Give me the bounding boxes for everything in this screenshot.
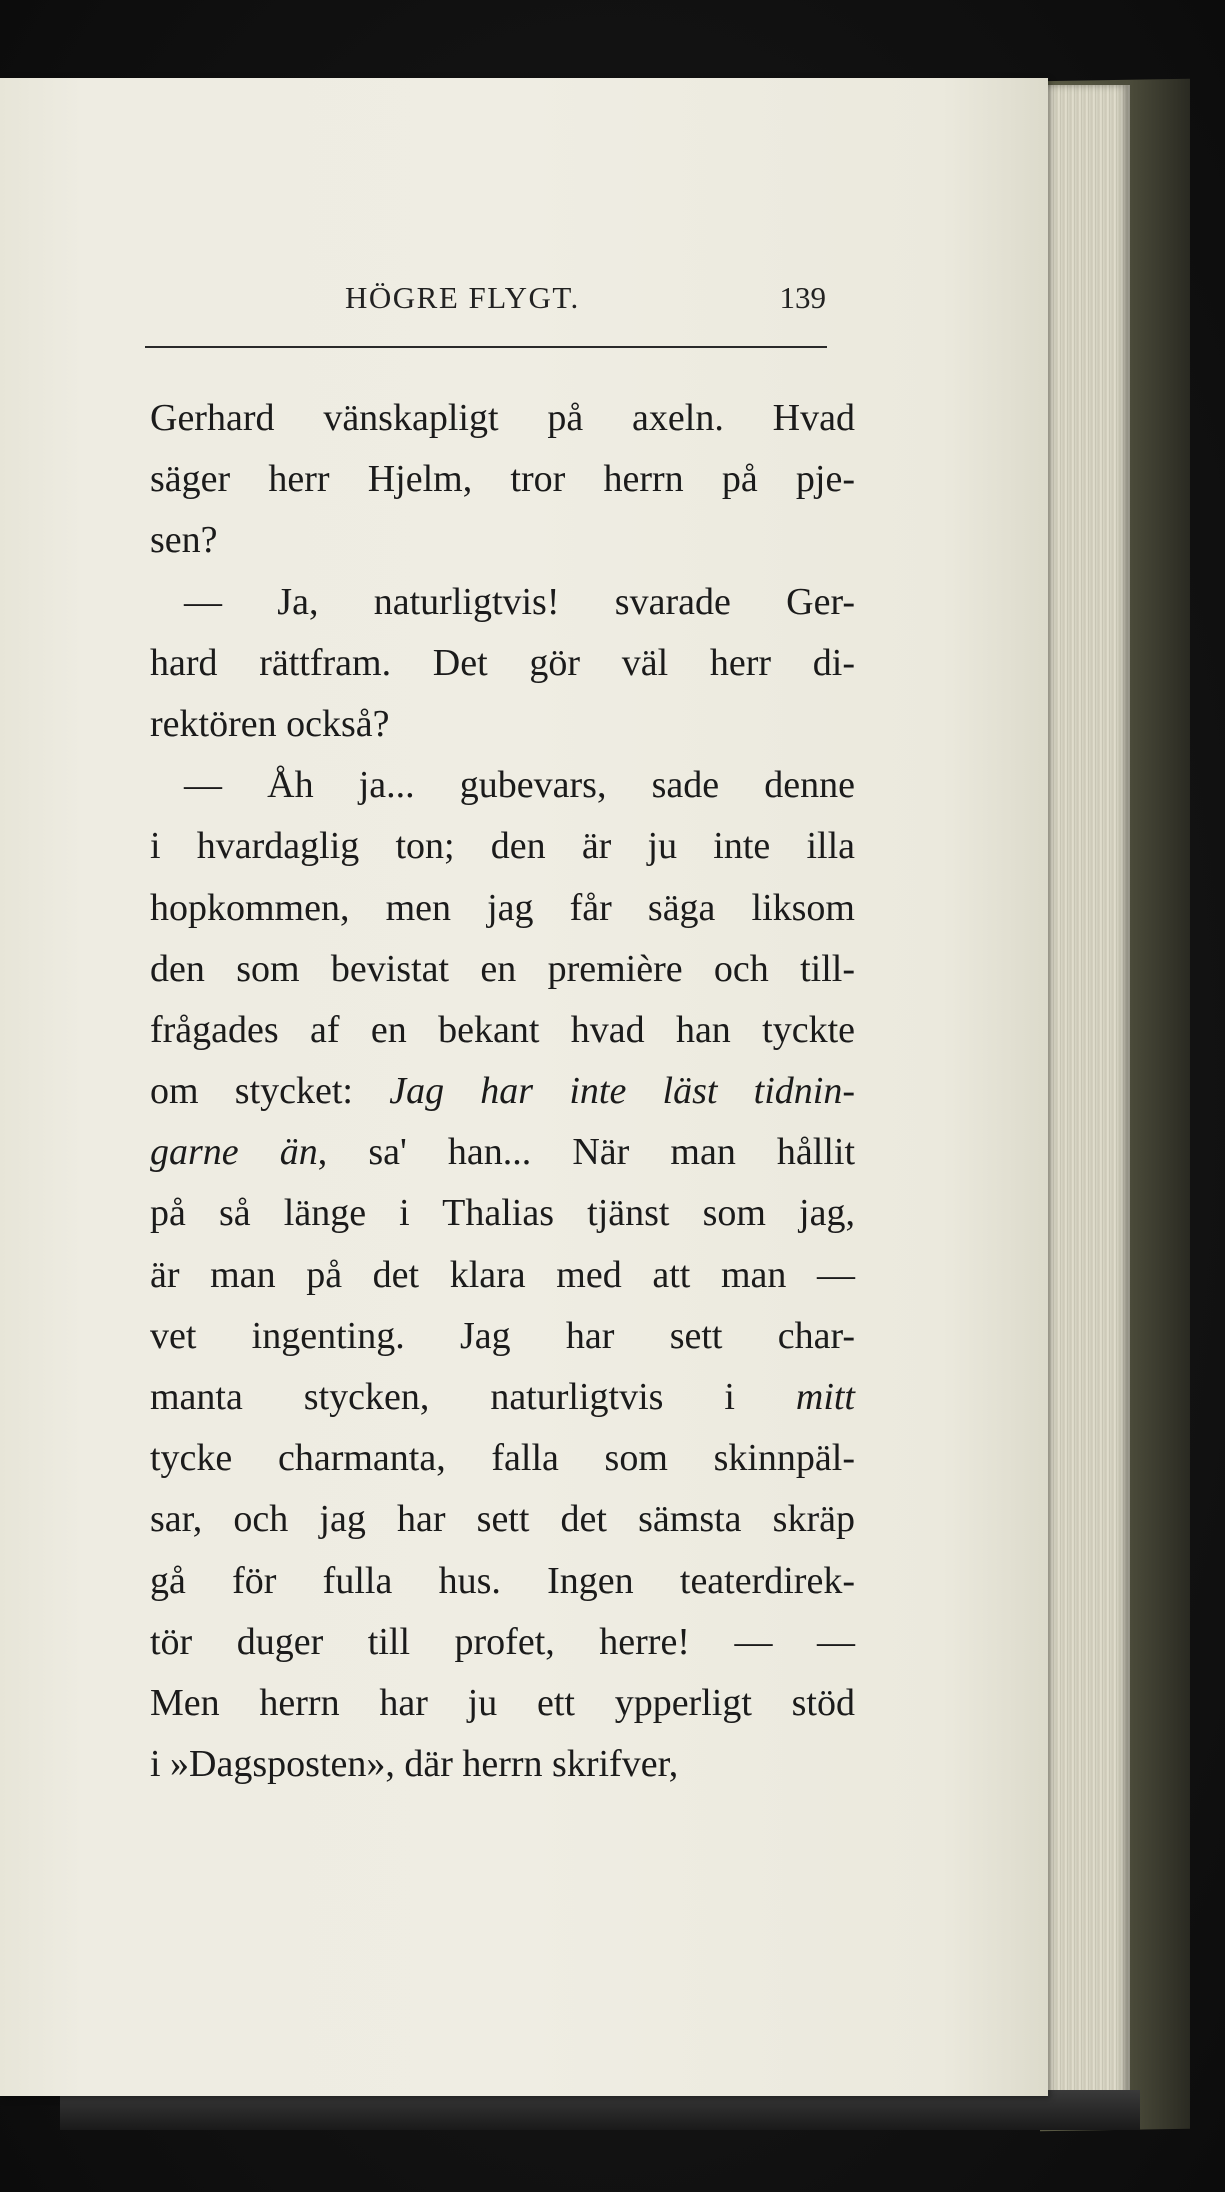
text-line-roman: , sa' han... När man hållit [317, 1131, 856, 1174]
text-line-content: på så länge i Thalias tjänst som jag, [150, 1192, 855, 1235]
text-line [150, 1306, 855, 1367]
text-line-content: — Ja, naturligtvis! svarade Ger- [184, 580, 855, 623]
text-line-content: tör duger till profet, herre! — — [150, 1620, 855, 1663]
text-line [150, 1673, 855, 1734]
text-line [150, 1734, 855, 1795]
text-line [150, 939, 855, 1000]
text-line-content: sen? [150, 519, 218, 562]
text-line-italic: garne än [150, 1131, 318, 1174]
text-line-content: tycke charmanta, falla som skinnpäl- [150, 1437, 855, 1480]
text-line [150, 572, 855, 633]
text-line-italic: Jag har inte läst tidnin- [389, 1070, 855, 1113]
text-line-content: — Åh ja... gubevars, sade denne [184, 764, 855, 807]
text-line [150, 878, 855, 939]
text-line-content: hard rättfram. Det gör väl herr di- [150, 641, 855, 684]
text-line-content: Men herrn har ju ett ypperligt stöd [150, 1681, 855, 1724]
text-line [150, 1489, 855, 1550]
text-line [150, 449, 855, 510]
text-line-content: den som bevistat en première och till- [150, 947, 855, 990]
text-line [150, 633, 855, 694]
running-head-title: HÖGRE FLYGT. [345, 280, 580, 315]
page-number: 139 [779, 280, 826, 315]
text-line [150, 1367, 855, 1428]
body-text [150, 388, 855, 1795]
page-edges [1040, 85, 1130, 2115]
text-line-content: vet ingenting. Jag har sett char- [150, 1314, 855, 1357]
book-bottom-edge [60, 2090, 1140, 2130]
text-line [150, 1428, 855, 1489]
text-line-roman: manta stycken, naturligtvis i [150, 1376, 796, 1418]
text-line [150, 510, 855, 571]
text-line [150, 755, 855, 816]
text-line-content: Gerhard vänskapligt på axeln. Hvad [150, 397, 855, 439]
header-rule [145, 346, 827, 348]
text-line-content: gå för fulla hus. Ingen teaterdirek- [150, 1559, 855, 1602]
text-line [150, 816, 855, 877]
text-line-content: hopkommen, men jag får säga liksom [150, 886, 855, 929]
text-line [150, 1245, 855, 1306]
text-line-content: sar, och jag har sett det sämsta skräp [150, 1498, 855, 1541]
text-line-content: säger herr Hjelm, tror herrn på pje- [150, 458, 855, 501]
text-line-roman: om stycket: [150, 1070, 390, 1113]
text-line [150, 1000, 855, 1061]
text-line-content: i »Dagsposten», där herrn skrifver, [150, 1743, 679, 1786]
running-head [150, 280, 840, 330]
text-line [150, 1061, 855, 1122]
text-line-content: i hvardaglig ton; den är ju inte illa [150, 825, 855, 868]
text-line-content: är man på det klara med att man — [150, 1253, 855, 1296]
text-line [150, 1551, 855, 1612]
text-line [150, 1122, 855, 1183]
text-line [150, 1612, 855, 1673]
text-line-content: rektören också? [150, 702, 390, 745]
text-line [150, 694, 855, 755]
text-line [150, 388, 855, 449]
text-line-italic: mitt [795, 1376, 855, 1418]
text-line [150, 1183, 855, 1244]
text-line-content: frågades af en bekant hvad han tyckte [150, 1008, 855, 1051]
